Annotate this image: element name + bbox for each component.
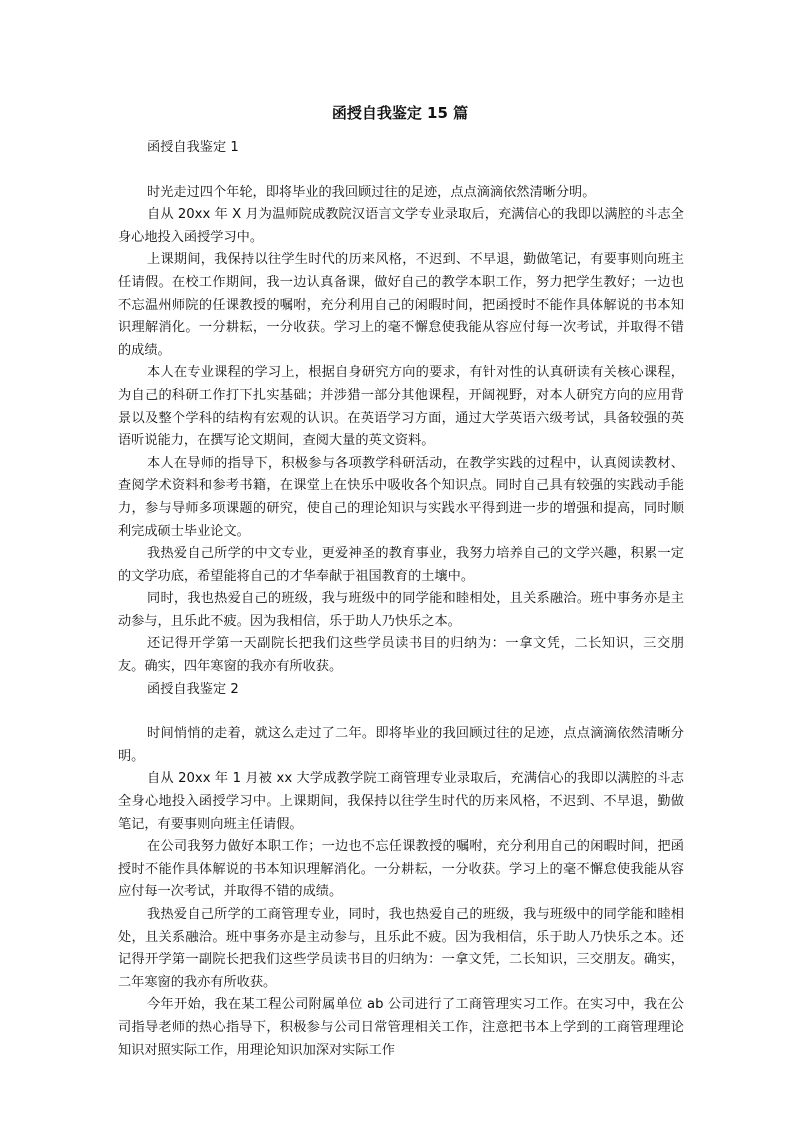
paragraph: 我热爱自己所学的中文专业，更爱神圣的教育事业，我努力培养自己的文学兴趣，积累一定的文学功底，希望能将自己的才华奉献于祖国教育的土壤中。 — [118, 546, 684, 584]
paragraph: 今年开始，我在某工程公司附属单位 ab 公司进行了工商管理实习工作。在实习中，我在公司指导老师的热心指导下，积极参与公司日常管理相关工作，注意把书本上学到的工商管理理论知识对照实际工作，用理论知识加深对实际工作 — [118, 997, 684, 1058]
paragraph: 在公司我努力做好本职工作；一边也不忘任课教授的嘱咐，充分利用自己的闲暇时间，把函授时不能作具体解说的书本知识理解消化。一分耕耘，一分收获。学习上的毫不懈怠使我能从容应付每一次考试，并取得不错的成绩。 — [118, 839, 684, 900]
paragraph: 自从 20xx 年 X 月为温师院成教院汉语言文学专业录取后，充满信心的我即以满腔的斗志全身心地投入函授学习中。 — [118, 207, 684, 245]
paragraph: 本人在导师的指导下，积极参与各项教学科研活动，在教学实践的过程中，认真阅读教材、查阅学术资料和参考书籍，在课堂上在快乐中吸收各个知识点。同时自己具有较强的实践动手能力，参与导师多项课题的研究，使自己的理论知识与实践水平得到进一步的增强和提高，同时顺利完成硕士毕业论文。 — [118, 455, 684, 539]
paragraph-gap — [118, 160, 684, 182]
paragraph: 时光走过四个年轮，即将毕业的我回顾过往的足迹，点点滴滴依然清晰分明。 — [147, 184, 596, 200]
paragraph: 时间悄悄的走着，就这么走过了二年。即将毕业的我回顾过往的足迹，点点滴滴依然清晰分明。 — [118, 726, 684, 764]
paragraph: 本人在专业课程的学习上，根据自身研究方向的要求，有针对性的认真研读有关核心课程，为自己的科研工作打下扎实基础；并涉猎一部分其他课程，开阔视野，对本人研究方向的应用背景以及整个学科的结构有宏观的认识。在英语学习方面，通过大学英语六级考试，具备较强的英语听说能力，在撰写论文期间，查阅大量的英文资料。 — [118, 365, 684, 449]
paragraph-gap — [118, 701, 684, 723]
section-heading: 函授自我鉴定 2 — [147, 681, 239, 697]
paragraph: 我热爱自己所学的工商管理专业，同时，我也热爱自己的班级，我与班级中的同学能和睦相处，且关系融洽。班中事务亦是主动参与，且乐此不疲。因为我相信，乐于助人乃快乐之本。还记得开学第一副院长把我们这些学员读书目的归纳为：一拿文凭，二长知识，三交朋友。确实，二年寒窗的我亦有所收获。 — [118, 907, 684, 990]
section-heading: 函授自我鉴定 1 — [147, 140, 239, 155]
document-title: 函授自我鉴定 15 篇 — [331, 104, 469, 122]
paragraph: 自从 20xx 年 1 月被 xx 大学成教学院工商管理专业录取后，充满信心的我即以满腔的斗志全身心地投入函授学习中。上课期间，我保持以往学生时代的历来风格，不迟到、不早退，勤做笔记，有要事则向班主任请假。 — [118, 771, 684, 832]
paragraph: 还记得开学第一天副院长把我们这些学员读书目的归纳为：一拿文凭，二长知识，三交朋友。确实，四年寒窗的我亦有所收获。 — [118, 636, 684, 675]
paragraph: 同时，我也热爱自己的班级，我与班级中的同学能和睦相处，且关系融洽。班中事务亦是主动参与，且乐此不疲。因为我相信，乐于助人乃快乐之本。 — [118, 591, 684, 629]
document-body — [118, 137, 684, 1062]
paragraph: 上课期间，我保持以往学生时代的历来风格，不迟到、不早退，勤做笔记，有要事则向班主任请假。在校工作期间，我一边认真备课，做好自己的教学本职工作，努力把学生教好；一边也不忘温州师院的任课教授的嘱咐，充分利用自己的闲暇时间，把函授时不能作具体解说的书本知识理解消化。一分耕耘，一分收获。学习上的毫不懈怠使我能从容应付每一次考试，并取得不错的成绩。 — [118, 252, 684, 358]
